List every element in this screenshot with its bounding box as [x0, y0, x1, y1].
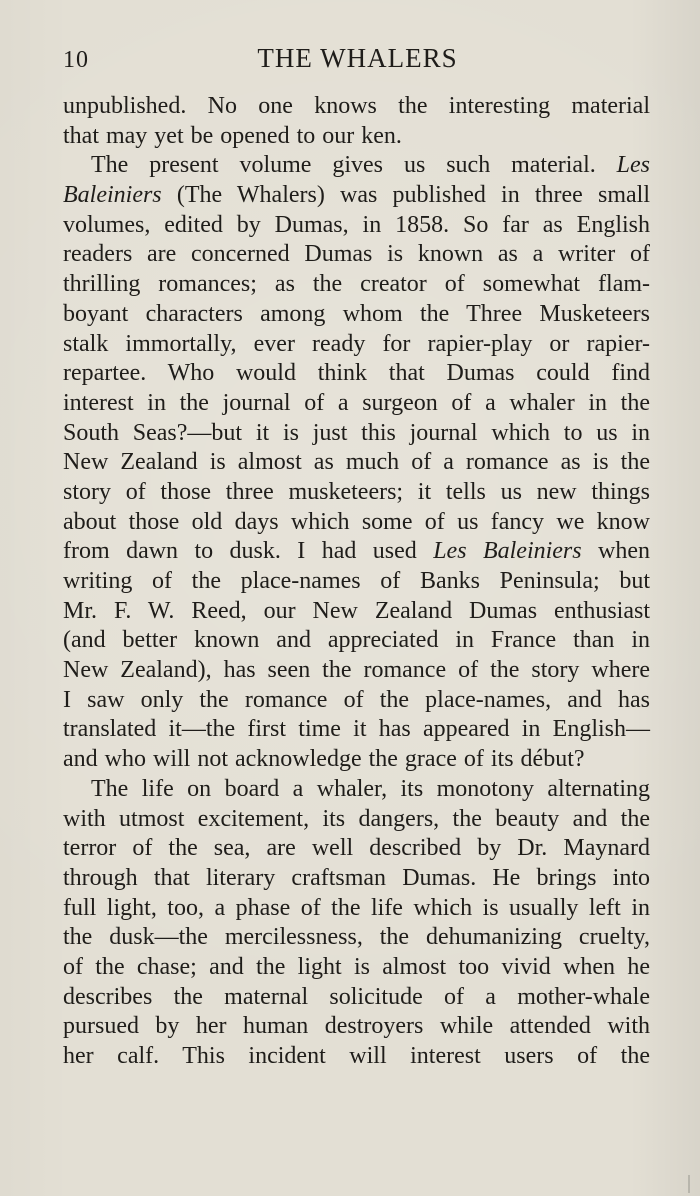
italic-text: Les Baleiniers: [433, 538, 582, 565]
text-line: [63, 448, 650, 478]
text-line: [63, 775, 650, 805]
text-line: [63, 419, 650, 449]
text-line: [63, 715, 650, 745]
line-text: about those old days which some of us fancy we know: [63, 508, 650, 535]
line-text: through that literary craftsman Dumas. He brings into: [63, 864, 650, 891]
page-header: [63, 41, 652, 81]
text-line: [63, 240, 650, 270]
line-text: Mr. F. W. Reed, our New Zealand Dumas enthusiast: [63, 597, 650, 624]
line-text: readers are concerned Dumas is known as a writer of: [63, 241, 650, 268]
text-line: [63, 983, 650, 1013]
italic-text: Les: [616, 152, 651, 179]
text-line: [63, 92, 650, 122]
line-text: New Zealand is almost as much of a romance as is the: [63, 449, 650, 476]
text-line: [63, 537, 650, 567]
line-text: stalk immortally, ever ready for rapier-play or rapier-: [63, 330, 650, 357]
line-text: with utmost excitement, its dangers, the beauty and the: [63, 805, 650, 832]
line-text: The life on board a whaler, its monotony alternating: [91, 775, 650, 802]
line-text: volumes, edited by Dumas, in 1858. So far as English: [63, 211, 650, 238]
text-line: [63, 151, 650, 181]
text-line: [63, 330, 650, 360]
line-text: her calf. This incident will interest users of the: [63, 1043, 650, 1069]
text-line: [63, 1042, 650, 1072]
text-line: [63, 805, 650, 835]
line-text: story of those three musketeers; it tells us new things: [63, 478, 650, 505]
line-text: terror of the sea, are well described by Dr. Maynard: [63, 835, 650, 862]
line-suffix: when: [598, 538, 651, 565]
line-text: full light, too, a phase of the life which is usually left in: [63, 894, 650, 921]
line-text: boyant characters among whom the Three Musketeers: [63, 300, 650, 327]
page-number: 10: [63, 47, 89, 73]
line-text: pursued by her human destroyers while attended with: [63, 1013, 650, 1040]
line-text: of the chase; and the light is almost too vivid when he: [63, 953, 650, 980]
text-line: [63, 508, 650, 538]
line-text: I saw only the romance of the place-names, and has: [63, 686, 650, 713]
line-text: thrilling romances; as the creator of somewhat flam-: [63, 271, 650, 298]
text-line: [63, 953, 650, 983]
line-text: repartee. Who would think that Dumas could find: [63, 360, 650, 387]
text-line: [63, 1012, 650, 1042]
page-body-text: [63, 92, 650, 1072]
line-text: describes the maternal solicitude of a mother-whale: [63, 983, 650, 1010]
page-edge-mark: [688, 1175, 690, 1193]
line-suffix: (The Whalers) was published in three small: [176, 182, 651, 209]
line-text: translated it—the first time it has appeared in English—: [63, 716, 650, 743]
text-line: [63, 211, 650, 241]
text-line: [63, 300, 650, 330]
text-line: [63, 389, 650, 419]
line-text: South Seas?—but it is just this journal which to us in: [63, 419, 650, 446]
line-text: unpublished. No one knows the interesting material: [63, 93, 650, 119]
line-text: New Zealand), has seen the romance of the story where: [63, 657, 650, 684]
line-text: interest in the journal of a surgeon of a whaler in the: [63, 389, 650, 416]
running-title: THE WHALERS: [257, 43, 458, 73]
text-line: [63, 270, 650, 300]
text-line: [63, 478, 650, 508]
text-line: [63, 745, 650, 775]
line-text: the dusk—the mercilessness, the dehumanizing cruelty,: [63, 924, 650, 951]
line-text: that may yet be opened to our ken.: [63, 122, 402, 149]
line-prefix: The present volume gives us such material.: [91, 152, 596, 179]
text-line: [63, 597, 650, 627]
text-line: [63, 834, 650, 864]
text-line: [63, 864, 650, 894]
text-line: [63, 181, 650, 211]
text-line: [63, 656, 650, 686]
line-prefix: from dawn to dusk. I had used: [63, 538, 417, 565]
line-text: (and better known and appreciated in France than in: [63, 627, 650, 654]
text-line: [63, 567, 650, 597]
text-line: [63, 626, 650, 656]
text-line: [63, 923, 650, 953]
italic-text: Baleiniers: [63, 182, 162, 209]
text-line: [63, 686, 650, 716]
text-line: [63, 894, 650, 924]
text-line: [63, 122, 650, 152]
line-text: and who will not acknowledge the grace of its début?: [63, 746, 585, 773]
text-line: [63, 359, 650, 389]
line-text: writing of the place-names of Banks Peninsula; but: [63, 568, 650, 594]
